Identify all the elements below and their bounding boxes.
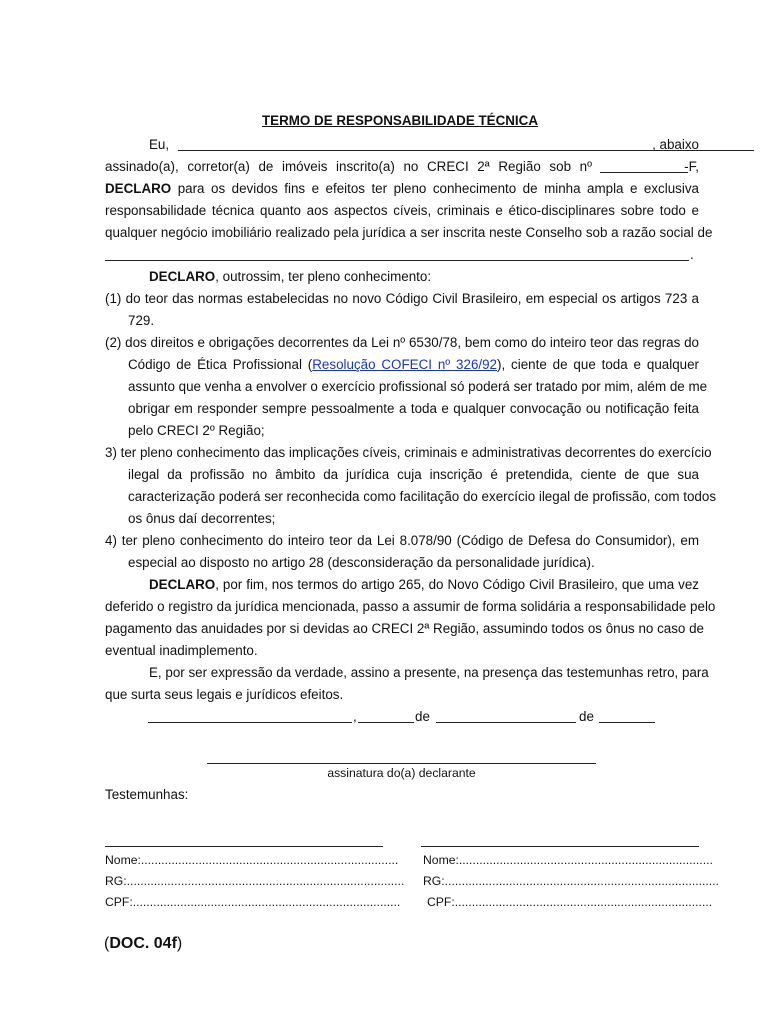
declaro-final-text: , por fim, nos termos do artigo 265, do Novo Código Civil Brasileiro, que uma vez xyxy=(215,577,699,592)
place-blank[interactable] xyxy=(148,708,352,723)
doc-ref-open: ( xyxy=(104,935,110,952)
resolucao-link[interactable]: Resolução COFECI nº 326/92 xyxy=(312,357,498,372)
witness-1-rg[interactable]: RG:.................................................................................. xyxy=(105,874,405,888)
text-line: responsabilidade técnica quanto aos aspectos cíveis, criminais e ético-disciplinares sobre todo e xyxy=(105,203,699,218)
witness-1-cpf[interactable]: CPF:............................................................................... xyxy=(105,895,401,909)
item-4-cont: especial ao disposto no artigo 28 (desconsideração da personalidade jurídica). xyxy=(128,555,595,570)
doc-ref-close: ) xyxy=(176,935,183,952)
declaro-text: para os devidos fins e efeitos ter pleno conhecimento de minha ampla e exclusiva xyxy=(171,181,699,196)
eu-label: Eu, xyxy=(149,137,170,152)
item-2: (2) dos direitos e obrigações decorrentes da Lei nº 6530/78, bem como do inteiro teor das regras do xyxy=(105,335,699,350)
signature-line[interactable] xyxy=(207,763,596,764)
razao-social-blank[interactable] xyxy=(105,246,689,261)
witness-1-signature-line[interactable] xyxy=(105,846,383,847)
text-line: qualquer negócio imobiliário realizado pela jurídica a ser inscrita neste Conselho sob a razão social de xyxy=(105,225,713,240)
month-blank[interactable] xyxy=(436,708,576,723)
doc-ref-code: DOC. 04f xyxy=(109,935,177,952)
de-label: de xyxy=(415,709,430,724)
de-label: de xyxy=(579,709,594,724)
place-date-line xyxy=(105,706,699,728)
doc-reference xyxy=(104,935,182,953)
witness-2-signature-line[interactable] xyxy=(421,846,699,847)
year-blank[interactable] xyxy=(599,708,655,723)
creci-line xyxy=(105,156,699,178)
document-title: TERMO DE RESPONSABILIDADE TÉCNICA xyxy=(261,113,538,128)
text-line: E, por ser expressão da verdade, assino a presente, na presença das testemunhas retro, para xyxy=(149,665,709,680)
witnesses-label: Testemunhas: xyxy=(105,787,189,802)
item-2-cont: pelo CRECI 2º Região; xyxy=(128,423,265,438)
witness-2-nome[interactable]: Nome:........................................................................... xyxy=(423,853,713,867)
item-1: (1) do teor das normas estabelecidas no novo Código Civil Brasileiro, em especial os artigos 723 a xyxy=(105,291,699,306)
abaixo-label: , abaixo xyxy=(652,137,699,152)
item-3-cont: caracterização poderá ser reconhecida como facilitação do exercício ilegal de profissão, com todos xyxy=(128,489,717,504)
item-3: 3) ter pleno conhecimento das implicações cíveis, criminais e administrativas decorrentes do exercício xyxy=(105,445,712,460)
item-1-cont: 729. xyxy=(128,313,155,328)
creci-number-blank[interactable] xyxy=(600,158,688,173)
signature-label: assinatura do(a) declarante xyxy=(327,766,476,780)
text-line: que surta seus legais e jurídicos efeitos. xyxy=(105,687,344,702)
text-line: pagamento das anuidades por si devidas ao CRECI 2ª Região, assumindo todos os ônus no caso de xyxy=(105,621,704,636)
item-3-cont: os ônus daí decorrentes; xyxy=(128,511,276,526)
creci-text: assinado(a), corretor(a) de imóveis inscrito(a) no CRECI 2ª Região sob nº xyxy=(105,159,592,174)
text-line: deferido o registro da jurídica mencionada, passo a assumir de forma solidária a responsabilidade pelo xyxy=(105,599,716,614)
day-blank[interactable] xyxy=(358,708,414,723)
item-2-text: Código de Ética Profissional ( xyxy=(128,357,313,372)
witness-2-cpf[interactable]: CPF:............................................................................ xyxy=(427,895,713,909)
declaro-bold: DECLARO xyxy=(149,577,216,592)
text-line: eventual inadimplemento. xyxy=(105,643,258,658)
item-3-cont: ilegal da profissão no âmbito da jurídica cuja inscrição é pretendida, ciente de que sua xyxy=(128,467,699,482)
outrossim-text: , outrossim, ter pleno conhecimento: xyxy=(215,269,432,284)
item-2-cont xyxy=(128,354,699,376)
declaro-bold: DECLARO xyxy=(149,269,216,284)
declaro-final-line xyxy=(149,574,699,596)
item-4: 4) ter pleno conhecimento do inteiro teor da Lei 8.078/90 (Código de Defesa do Consumidor), em xyxy=(105,533,699,548)
item-2-text: ), ciente de que toda e qualquer xyxy=(497,357,699,372)
razao-social-line xyxy=(105,244,699,266)
creci-suffix: -F, xyxy=(684,159,699,174)
comma: , xyxy=(353,709,357,724)
period: . xyxy=(690,247,694,262)
declaro-line xyxy=(105,178,699,200)
declaro-bold: DECLARO xyxy=(105,181,172,196)
name-line xyxy=(105,134,699,156)
outrossim-line xyxy=(105,266,699,288)
item-2-cont: obrigar em responder sempre pessoalmente a toda e qualquer convocação ou notificação feita xyxy=(128,401,699,416)
item-2-cont: assunto que venha a envolver o exercício profissional só poderá ser tratado por mim, além de me xyxy=(128,379,708,394)
witness-2-rg[interactable]: RG:................................................................................. xyxy=(423,874,719,888)
witness-1-nome[interactable]: Nome:............................................................................ xyxy=(105,853,399,867)
